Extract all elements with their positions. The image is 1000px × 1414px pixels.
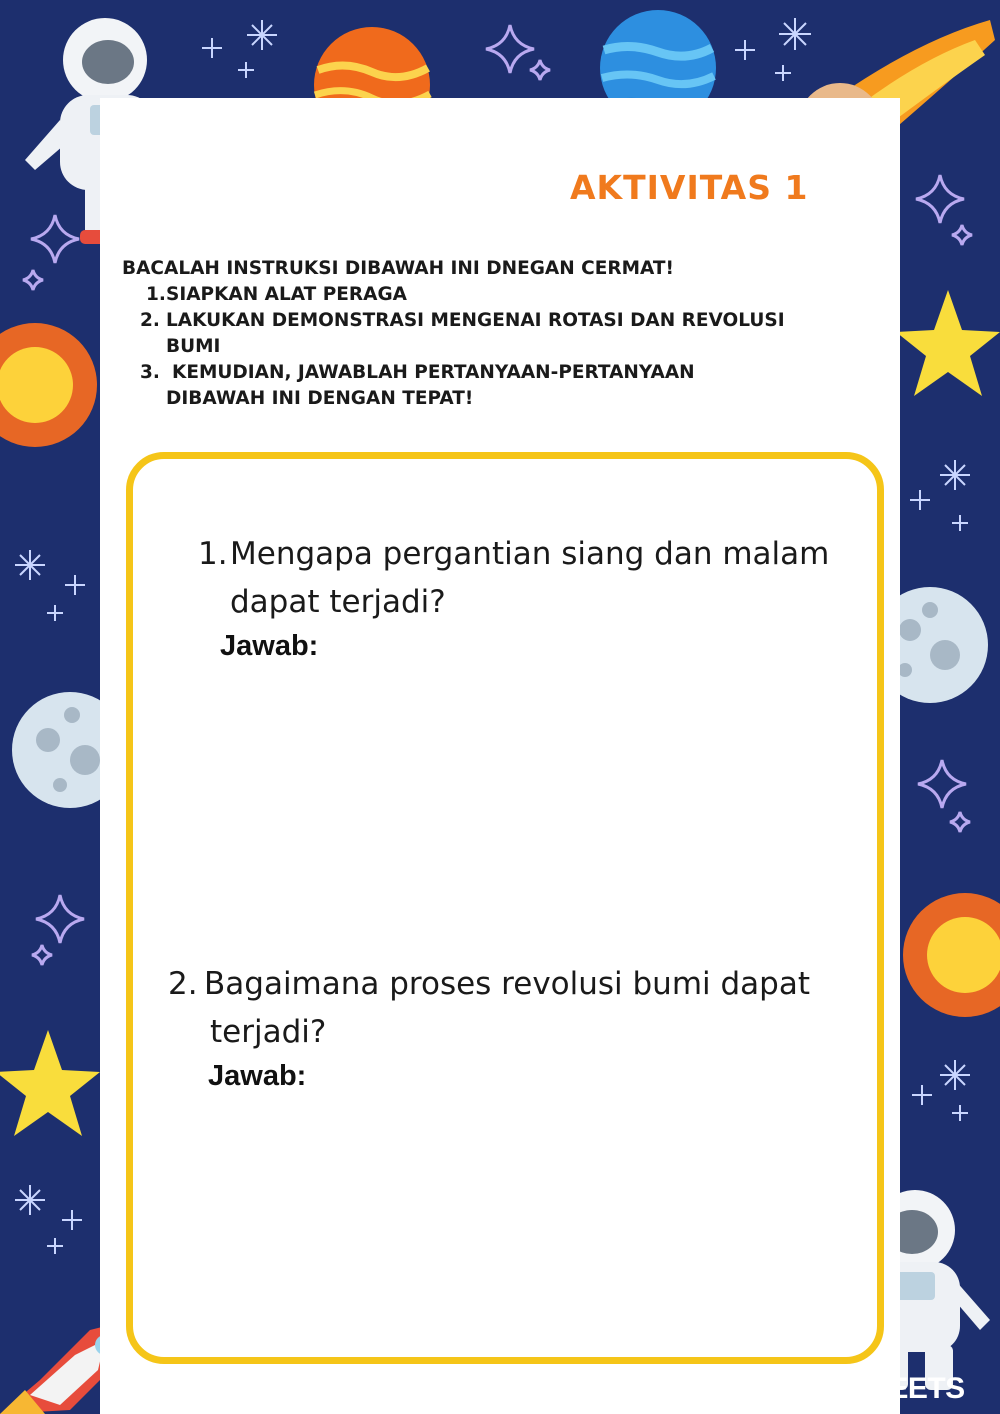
instruction-step-text: LAKUKAN DEMONSTRASI MENGENAI ROTASI DAN REVOLUSI	[166, 310, 785, 331]
instruction-step-number: 2.	[140, 310, 160, 331]
question-text: Bagaimana proses revolusi bumi dapat	[204, 966, 810, 1002]
instruction-step-text: KEMUDIAN, JAWABLAH PERTANYAAN-PERTANYAAN	[172, 362, 695, 383]
instruction-step-number: 3.	[140, 362, 160, 383]
instruction-step-number: 1.	[146, 284, 166, 305]
question-number: 1.	[198, 536, 228, 572]
liveworksheets-watermark: LIVEWORKSHEETS	[690, 1372, 965, 1405]
instructions-heading: BACALAH INSTRUKSI DIBAWAH INI DNEGAN CERMAT!	[122, 258, 674, 279]
instruction-step-continuation: BUMI	[166, 336, 221, 357]
question-text-continuation: dapat terjadi?	[230, 584, 446, 620]
instructions	[122, 256, 882, 282]
instruction-step-continuation: DIBAWAH INI DENGAN TEPAT!	[166, 388, 474, 409]
instruction-step-text: SIAPKAN ALAT PERAGA	[166, 284, 407, 305]
question-number: 2.	[168, 966, 198, 1002]
question-text-continuation: terjadi?	[210, 1014, 327, 1050]
answer-label: Jawab:	[220, 630, 319, 662]
page-title: AKTIVITAS 1	[570, 168, 809, 207]
answer-label: Jawab:	[208, 1060, 307, 1092]
question-text: Mengapa pergantian siang dan malam	[230, 536, 830, 572]
